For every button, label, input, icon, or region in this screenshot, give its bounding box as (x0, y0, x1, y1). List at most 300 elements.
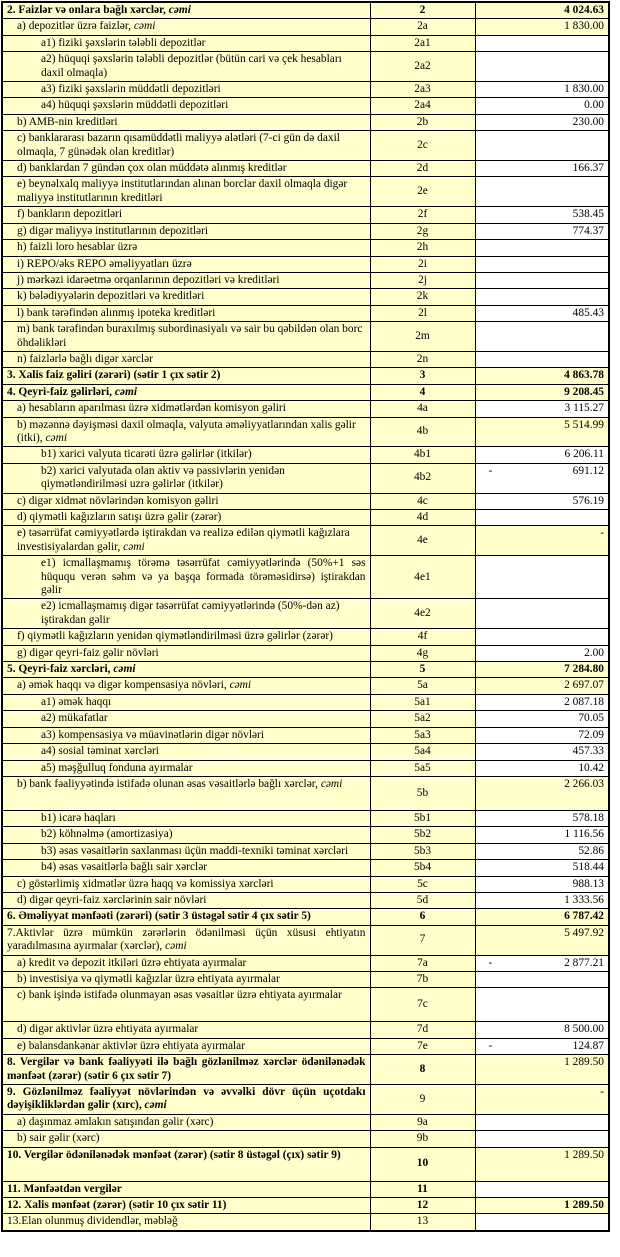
row-code: 7e (417, 1039, 428, 1052)
row-label: d) digər aktivlər üzrə ehtiyata ayırmalar (17, 1023, 199, 1036)
row-label: b1) xarici valyuta ticarəti üzrə gəlirlər (itkilər) (41, 448, 252, 461)
row-code: 2m (415, 329, 430, 342)
row-label-cell (2, 810, 370, 826)
row-value-cell (475, 727, 609, 743)
row-value-cell (475, 860, 609, 876)
row-code: 11 (417, 1182, 428, 1195)
table-row (2, 161, 609, 177)
row-label: d) digər qeyri-faiz xərclərinin sair növləri (17, 893, 207, 906)
table-row (2, 401, 609, 417)
row-label: e) təsərrüfat cəmiyyətlərdə iştirakdan və realizə edilən qiymətli kağızlara investisiyalardan gəlir, (17, 527, 350, 553)
row-code: 2f (417, 208, 428, 221)
row-label: a) hesabların aparılması üzrə xidmətlərdən komisyon gəliri (17, 402, 286, 415)
row-label: a) daşınmaz əmlakın satışından gəlir (xərc) (17, 1115, 214, 1128)
row-label: l) bank tərəfindən alınmış ipoteka kreditləri (17, 306, 216, 319)
row-value: 691.12 (572, 464, 604, 477)
table-row (2, 556, 609, 599)
row-value: 485.43 (572, 306, 604, 319)
row-code-cell (370, 1114, 475, 1130)
row-label-cell (2, 909, 370, 925)
row-label: 7.Aktivlər üzrə mümkün zərərlərin ödənilməsi üçün xüsusi ehtiyatın yaradılmasına ayırmalar (xərclər), (7, 926, 366, 953)
table-row (2, 955, 609, 971)
row-label-cell (2, 131, 370, 161)
row-label-cell (2, 368, 370, 384)
row-label-italic: cəmi (320, 777, 343, 790)
row-label-cell (2, 82, 370, 98)
row-value-cell (475, 305, 609, 321)
row-label-cell (2, 860, 370, 876)
row-label-italic: cəmi (168, 4, 191, 16)
row-value: 4 024.63 (564, 4, 604, 16)
row-code: 2a3 (414, 83, 431, 96)
row-label: a) əmək haqqı və digər kompensasiya növləri, (17, 679, 230, 692)
row-code-cell (370, 368, 475, 384)
row-value: 166.37 (572, 162, 604, 175)
row-label-cell (2, 1131, 370, 1147)
row-value-cell (475, 447, 609, 463)
row-code: 2g (416, 224, 429, 237)
row-label: a1) fiziki şəxslərin tələbli depozitlər (41, 36, 206, 49)
table-row (2, 417, 609, 447)
row-label: 4. Qeyri-faiz gəlirləri, (7, 385, 115, 398)
row-code: 2d (416, 162, 429, 175)
row-code-cell (370, 971, 475, 987)
row-label: a) kredit və depozit itkiləri üzrə ehtiyata ayırmalar (17, 956, 247, 969)
row-label: b) məzənnə dəyişməsi daxil olmaqla, valyuta əməliyyatlarından xalis gəlir (itki), (17, 418, 356, 444)
row-code: 5a5 (414, 761, 431, 774)
row-label-cell (2, 711, 370, 727)
row-label-cell (2, 827, 370, 843)
table-row (2, 19, 609, 35)
row-label: 6. Əməliyyat mənfəəti (zərəri) (sətir 3 üstəgəl sətir 4 çıx sətir 5) (7, 910, 311, 923)
row-value-cell (475, 827, 609, 843)
row-value: 2.00 (584, 646, 604, 659)
row-code: 2b (416, 115, 429, 128)
row-label: a3) fiziki şəxslərin müddətli depozitləri (41, 83, 221, 96)
row-label: b1) icarə haqları (41, 811, 116, 824)
row-value-cell (475, 131, 609, 161)
row-value: 230.00 (572, 115, 604, 128)
row-code: 5a4 (414, 745, 431, 758)
table-row (2, 971, 609, 987)
row-value: 4 863.78 (564, 369, 604, 382)
row-label-cell (2, 417, 370, 447)
row-label-cell (2, 1085, 370, 1115)
row-label: 3. Xalis faiz gəliri (zərəri) (sətir 1 çıx sətir 2) (7, 369, 221, 382)
table-row (2, 1181, 609, 1197)
row-label-cell (2, 988, 370, 1022)
row-code-cell (370, 892, 475, 908)
row-label: b) AMB-nin kreditləri (17, 115, 118, 128)
row-code: 7d (416, 1023, 429, 1036)
row-label: a4) sosial təminat xərcləri (41, 745, 159, 758)
row-code-cell (370, 447, 475, 463)
row-code-cell (370, 161, 475, 177)
row-code-cell (370, 417, 475, 447)
table-row (2, 207, 609, 223)
row-label-cell (2, 114, 370, 130)
row-code: 4f (417, 630, 428, 643)
row-code-cell (370, 909, 475, 925)
row-code-cell (370, 694, 475, 710)
table-row (2, 599, 609, 629)
table-row (2, 131, 609, 161)
row-code-cell (370, 860, 475, 876)
row-label-cell (2, 892, 370, 908)
row-value: 1 289.50 (564, 1199, 604, 1212)
row-label-cell (2, 1147, 370, 1181)
row-label: 5. Qeyri-faiz xərcləri, (7, 663, 114, 676)
row-value: 578.18 (572, 811, 604, 824)
row-value: 1 116.56 (564, 828, 604, 841)
row-label-cell (2, 35, 370, 51)
row-value: 2 877.21 (564, 956, 604, 969)
row-label-cell (2, 678, 370, 694)
row-value-cell (475, 1147, 609, 1181)
row-value: 70.05 (578, 712, 604, 725)
row-label: i) REPO/əks REPO əməliyyatları üzrə (17, 257, 192, 270)
row-label-cell (2, 760, 370, 776)
row-code-cell (370, 384, 475, 400)
row-code-cell (370, 305, 475, 321)
row-label-cell (2, 1214, 370, 1231)
row-value: 538.45 (572, 208, 604, 221)
row-value: 6 206.11 (564, 448, 604, 461)
row-label-cell (2, 98, 370, 114)
row-value: 2 087.18 (564, 695, 604, 708)
table-row (2, 1022, 609, 1038)
row-code-cell (370, 556, 475, 599)
table-row (2, 493, 609, 509)
row-label-cell (2, 629, 370, 645)
row-code-cell (370, 52, 475, 82)
row-code: 2k (416, 290, 429, 303)
row-value: 3 115.27 (564, 402, 604, 415)
row-label-italic: cəmi (165, 940, 187, 953)
row-code-cell (370, 629, 475, 645)
row-value-cell (475, 988, 609, 1022)
row-code-cell (370, 645, 475, 661)
row-label-cell (2, 19, 370, 35)
row-value-cell (475, 556, 609, 599)
table-row (2, 463, 609, 493)
row-value-cell (475, 351, 609, 367)
row-code-cell (370, 988, 475, 1022)
row-code: 7 (419, 933, 426, 946)
table-row (2, 925, 609, 955)
row-code: 4d (416, 511, 429, 523)
row-code: 2a2 (414, 59, 431, 72)
row-code-cell (370, 1147, 475, 1181)
row-code: 2a1 (414, 36, 431, 49)
row-value-cell (475, 1114, 609, 1130)
row-code: 6 (419, 910, 426, 923)
row-value-cell (475, 1022, 609, 1038)
row-value: 5 514.99 (564, 418, 604, 431)
row-code-cell (370, 526, 475, 556)
table-row (2, 114, 609, 130)
row-code: 2a (417, 20, 428, 33)
row-value-cell (475, 810, 609, 826)
row-label-cell (2, 401, 370, 417)
row-value-cell (475, 493, 609, 509)
row-label: a1) əmək haqqı (41, 695, 112, 708)
table-row (2, 843, 609, 859)
row-label: j) mərkəzi idarəetmə orqanlarının depozitləri və kreditləri (17, 273, 280, 286)
row-code: 4e (417, 534, 428, 547)
table-row (2, 892, 609, 908)
row-code: 2a4 (414, 99, 431, 112)
row-code: 5d (416, 893, 429, 906)
row-code-cell (370, 35, 475, 51)
row-label-cell (2, 52, 370, 82)
row-value-cell (475, 645, 609, 661)
table-row (2, 760, 609, 776)
row-code-cell (370, 114, 475, 130)
row-value-cell (475, 843, 609, 859)
row-code: 9b (416, 1132, 429, 1145)
row-code-cell (370, 2, 475, 19)
table-body (2, 2, 609, 1231)
row-code-cell (370, 744, 475, 760)
row-value-cell (475, 289, 609, 305)
row-code: 4g (416, 646, 429, 659)
row-label: 2. Faizlər və onlara bağlı xərclər, (7, 4, 169, 16)
row-label-cell (2, 1038, 370, 1054)
row-value-cell (475, 1198, 609, 1214)
row-value-cell (475, 876, 609, 892)
row-code: 5a2 (414, 712, 431, 725)
row-label-cell (2, 207, 370, 223)
row-label-cell (2, 177, 370, 207)
row-label-cell (2, 463, 370, 493)
row-code-cell (370, 760, 475, 776)
row-label: h) faizli loro hesablar üzrə (17, 241, 138, 254)
row-value-cell (475, 892, 609, 908)
row-label-cell (2, 447, 370, 463)
row-value-cell (475, 322, 609, 352)
row-value-cell (475, 368, 609, 384)
table-row (2, 305, 609, 321)
row-code: 2l (418, 306, 427, 319)
row-code: 2n (416, 352, 429, 365)
row-label: f) qiymətli kağızların yenidən qiymətləndirilməsi üzrə gəlirlər (zərər) (17, 630, 333, 643)
row-label: 11. Mənfəətdən vergilər (7, 1182, 122, 1195)
row-code: 2i (418, 257, 427, 270)
row-label: g) digər maliyyə institutlarının depozitləri (17, 224, 209, 237)
row-code: 10 (416, 1157, 429, 1170)
row-value-cell (475, 417, 609, 447)
row-code-cell (370, 289, 475, 305)
row-label: b2) köhnəlmə (amortizasiya) (41, 828, 173, 841)
row-value: 774.37 (572, 224, 604, 237)
row-code-cell (370, 955, 475, 971)
row-value-cell (475, 1214, 609, 1231)
table-row (2, 240, 609, 256)
row-value: 1 830.00 (564, 83, 604, 96)
row-code-cell (370, 827, 475, 843)
row-code: 5b (416, 786, 429, 799)
row-label: 8. Vergilər və bank fəaliyyəti ilə bağlı gözlənilməz xərclər ödənilənədək mənfəət (zərər) (sətir 6 çıx sətir 7) (7, 1056, 366, 1082)
row-value-cell (475, 207, 609, 223)
table-row (2, 1214, 609, 1231)
row-label-cell (2, 776, 370, 810)
row-code-cell (370, 19, 475, 35)
row-code-cell (370, 727, 475, 743)
row-value-cell (475, 526, 609, 556)
row-code-cell (370, 1214, 475, 1231)
row-code: 7c (417, 998, 428, 1011)
row-label: 13.Elan olunmuş dividendlər, məbləğ (7, 1215, 178, 1228)
row-label-cell (2, 351, 370, 367)
row-code-cell (370, 207, 475, 223)
table-row (2, 711, 609, 727)
table-row (2, 1055, 609, 1085)
row-label-italic: cəmi (123, 540, 145, 553)
row-label-cell (2, 2, 370, 19)
row-value: 576.19 (572, 494, 604, 507)
row-code: 9a (417, 1115, 428, 1128)
row-label-cell (2, 1114, 370, 1130)
row-label-cell (2, 322, 370, 352)
table-row (2, 1147, 609, 1181)
row-value-cell (475, 909, 609, 925)
row-label: e1) icmallaşmamış törəmə təsərrüfat cəmiyyətlərində (50%+1 səs hüququ verən səhm və ya başqa formada törəməsidirsə) iştirakdan gəlir (41, 557, 366, 597)
row-label-cell (2, 971, 370, 987)
row-code: 4e2 (414, 607, 431, 620)
row-label: e) beynəlxalq maliyyə institutlarından alınan borclar daxil olmaqla digər maliyyə institutlarının kreditləri (17, 178, 348, 204)
row-code: 4a (417, 402, 428, 415)
row-value: 518.44 (572, 861, 604, 874)
row-code: 12 (416, 1199, 429, 1212)
table-row (2, 629, 609, 645)
row-value: 2 697.07 (564, 679, 604, 692)
table-row (2, 1114, 609, 1130)
row-label-cell (2, 1181, 370, 1197)
row-label-cell (2, 727, 370, 743)
row-label: b3) əsas vəsaitlərin saxlanması üçün maddi-texniki təminat xərcləri (41, 844, 349, 857)
table-row (2, 860, 609, 876)
table-row (2, 272, 609, 288)
row-value-cell (475, 1038, 609, 1054)
row-value-cell (475, 52, 609, 82)
row-label: c) digər xidmət növlərindən komisyon gəliri (17, 494, 219, 507)
row-value: - (600, 1086, 604, 1098)
table-row (2, 351, 609, 367)
row-code-cell (370, 223, 475, 239)
table-row (2, 876, 609, 892)
row-label-cell (2, 955, 370, 971)
row-label: c) göstərlimiş xidmətlər üzrə haqq və komissiya xərcləri (17, 877, 274, 890)
row-code: 9 (419, 1092, 426, 1105)
row-code-cell (370, 98, 475, 114)
row-value-cell (475, 955, 609, 971)
table-row (2, 98, 609, 114)
row-code-cell (370, 177, 475, 207)
row-code: 13 (416, 1215, 429, 1228)
table-row (2, 526, 609, 556)
row-code: 8 (419, 1062, 426, 1075)
income-statement-table (1, 1, 610, 1232)
row-label: d) qiymətli kağızların satışı üzrə gəlir (zərər) (17, 511, 222, 523)
row-code: 2e (417, 185, 428, 198)
row-code-cell (370, 272, 475, 288)
row-value: 0.00 (584, 99, 604, 112)
table-row (2, 776, 609, 810)
row-value: 1 333.56 (564, 893, 604, 906)
row-code-cell (370, 1198, 475, 1214)
row-code: 5b1 (413, 811, 432, 824)
negative-sign: - (488, 956, 493, 969)
row-label-cell (2, 744, 370, 760)
row-code-cell (370, 82, 475, 98)
row-label-cell (2, 662, 370, 678)
row-code-cell (370, 776, 475, 810)
row-label: 12. Xalis mənfəət (zərər) (sətir 10 çıx sətir 11) (7, 1199, 227, 1212)
row-code-cell (370, 662, 475, 678)
row-value: 1 830.00 (564, 20, 604, 33)
row-label-cell (2, 1198, 370, 1214)
row-label: a2) mükafatlar (41, 712, 108, 725)
row-code: 2j (418, 273, 427, 286)
row-value: 10.42 (578, 761, 604, 774)
table-row (2, 223, 609, 239)
row-value: 9 208.45 (564, 385, 604, 398)
row-code: 4e1 (414, 570, 431, 583)
table-row (2, 744, 609, 760)
row-value: 72.09 (578, 728, 604, 741)
row-value-cell (475, 223, 609, 239)
row-label: b) bank fəaliyyətində istifadə olunan əsas vəsaitlərlə bağlı xərclər, (17, 777, 321, 790)
row-code: 5a3 (414, 728, 431, 741)
row-label: 9. Gözlənilməz fəaliyyət növlərindən və əvvəlki dövr üçün uçotdakı dəyişikliklərdən gəlir (xırc), (7, 1086, 366, 1112)
table-row (2, 322, 609, 352)
row-label: b2) xarici valyutada olan aktiv və passivlərin yenidən qiymətləndirilməsi uzrə gəlirlər (itkilər) (41, 464, 285, 491)
row-label: m) bank tərəfindən buraxılmış subordinasiyalı və sair bu qəbildən olan borc öhdəlikləri (17, 323, 363, 349)
table-row (2, 1198, 609, 1214)
table-row (2, 1038, 609, 1054)
row-value-cell (475, 240, 609, 256)
row-label: d) banklardan 7 gündən çox olan müddətə alınmış kreditlər (17, 162, 287, 175)
row-value: 1 289.50 (564, 1056, 604, 1069)
row-value: 5 497.92 (564, 926, 604, 939)
row-code-cell (370, 1022, 475, 1038)
negative-sign: - (488, 464, 493, 477)
row-label: e2) icmallaşmamış digər təsərrüfat cəmiyyətlərində (50%-dən az) iştirakdan gəlir (41, 600, 340, 626)
row-value-cell (475, 971, 609, 987)
row-label: c) bank işində istifadə olunmayan əsas vəsaitlər üzrə ehtiyata ayırmalar (17, 989, 342, 1002)
row-code-cell (370, 401, 475, 417)
table-row (2, 827, 609, 843)
table-row (2, 82, 609, 98)
row-code-cell (370, 510, 475, 526)
row-label: e) balansdankənar aktivlər üzrə ehtiyata ayırmalar (17, 1039, 246, 1052)
row-code-cell (370, 1085, 475, 1115)
row-value-cell (475, 1055, 609, 1085)
row-code: 4c (417, 494, 428, 507)
row-code: 5b4 (413, 861, 432, 874)
row-value-cell (475, 662, 609, 678)
row-label-italic: cəmi (45, 431, 67, 444)
row-label: b4) əsas vəsaitlərlə bağlı sair xərclər (41, 861, 208, 874)
row-code-cell (370, 1038, 475, 1054)
table-row (2, 384, 609, 400)
row-code: 5a (417, 679, 428, 692)
row-value-cell (475, 19, 609, 35)
row-label-italic: cəmi (144, 1099, 167, 1112)
row-label: n) faizlərlə bağlı digər xərclər (17, 352, 153, 365)
row-label-italic: cəmi (114, 385, 137, 398)
